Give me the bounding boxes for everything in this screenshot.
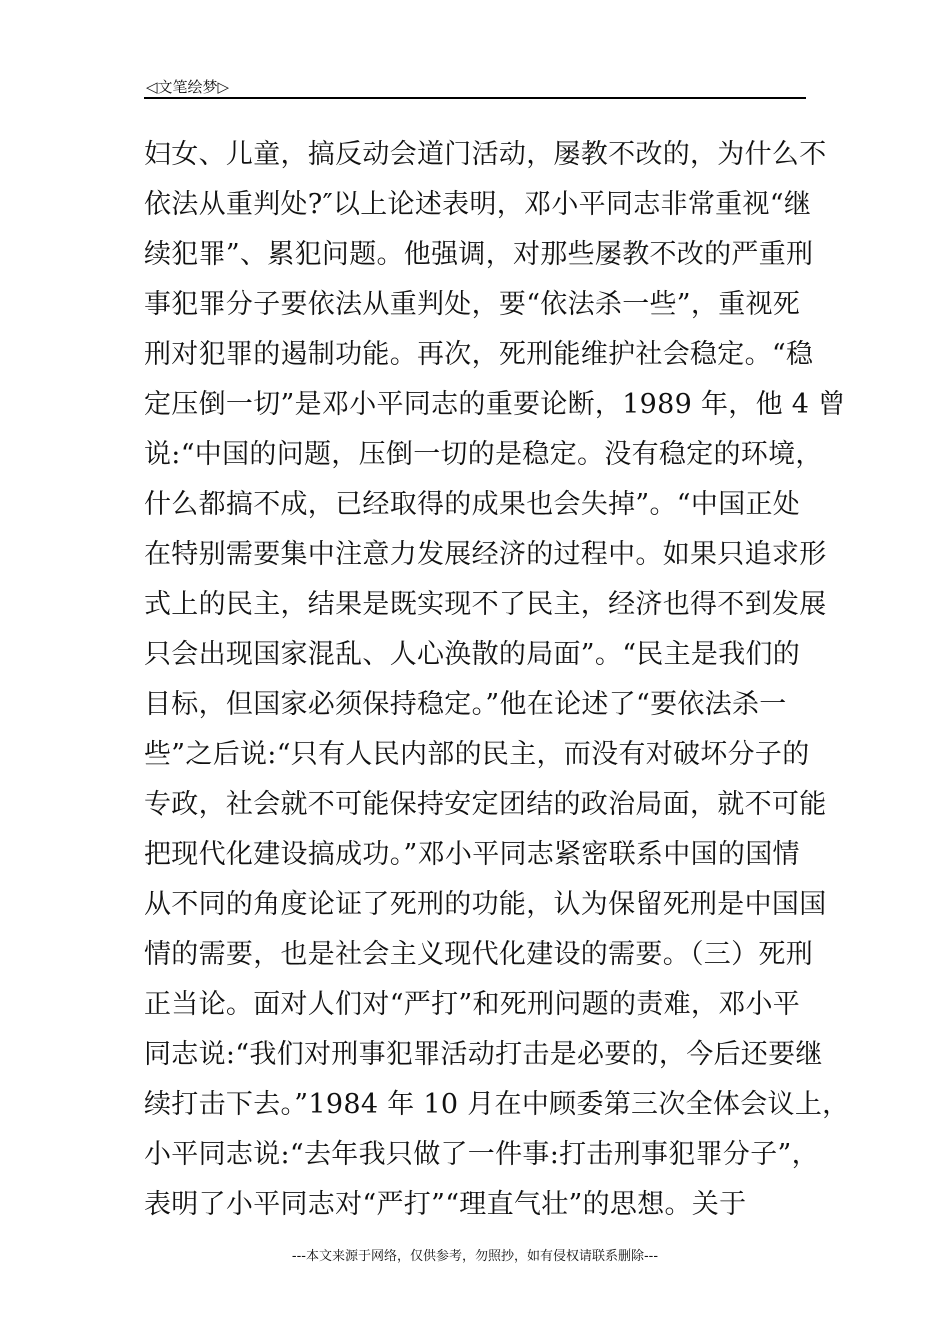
text-line: 些”之后说:“只有人民内部的民主，而没有对破坏分子的	[144, 739, 810, 770]
text-line: 在特别需要集中注意力发展经济的过程中。如果只追求形	[144, 539, 827, 570]
text-line: 事犯罪分子要依法从重判处，要“依法杀一些”，重视死	[144, 289, 801, 320]
text-line: 什么都搞不成，已经取得的成果也会失掉”。“中国正处	[144, 489, 801, 520]
header-title: ◁文笔绘梦▷	[146, 78, 230, 96]
text-line: 妇女、儿童，搞反动会道门活动，屡教不改的，为什么不	[144, 139, 827, 170]
text-line: 正当论。面对人们对“严打”和死刑问题的责难，邓小平	[144, 989, 801, 1020]
text-line: 续犯罪”、累犯问题。他强调，对那些屡教不改的严重刑	[144, 239, 814, 270]
text-line: 同志说:“我们对刑事犯罪活动打击是必要的，今后还要继	[144, 1039, 823, 1070]
text-line: 把现代化建设搞成功。”邓小平同志紧密联系中国的国情	[144, 839, 800, 870]
text-line: 小平同志说:“去年我只做了一件事:打击刑事犯罪分子”，	[144, 1139, 819, 1170]
text-line: 续打击下去。”1984 年 10 月在中顾委第三次全体会议上，	[144, 1089, 850, 1120]
text-line: 刑对犯罪的遏制功能。再次，死刑能维护社会稳定。“稳	[144, 339, 814, 370]
page-header	[144, 70, 806, 99]
page-footer: ---本文来源于网络，仅供参考，勿照抄，如有侵权请联系删除---	[291, 1249, 659, 1264]
text-line: 表明了小平同志对“严打”“理直气壮”的思想。关于	[144, 1189, 747, 1220]
text-line: 依法从重判处?″以上论述表明，邓小平同志非常重视“继	[144, 189, 812, 220]
text-line: 定压倒一切”是邓小平同志的重要论断，1989 年，他 4 曾	[144, 389, 846, 420]
text-line: 式上的民主，结果是既实现不了民主，经济也得不到发展	[144, 589, 827, 620]
text-line: 情的需要，也是社会主义现代化建设的需要。（三）死刑	[144, 939, 813, 970]
text-line: 目标，但国家必须保持稳定。”他在论述了“要依法杀一	[144, 689, 787, 720]
text-line: 专政，社会就不可能保持安定团结的政治局面，就不可能	[144, 789, 827, 820]
text-line: 只会出现国家混乱、人心涣散的局面”。“民主是我们的	[144, 639, 801, 670]
text-line: 从不同的角度论证了死刑的功能，认为保留死刑是中国国	[144, 889, 827, 920]
text-line: 说:“中国的问题，压倒一切的是稳定。没有稳定的环境，	[144, 439, 823, 470]
body-text	[144, 130, 850, 1230]
